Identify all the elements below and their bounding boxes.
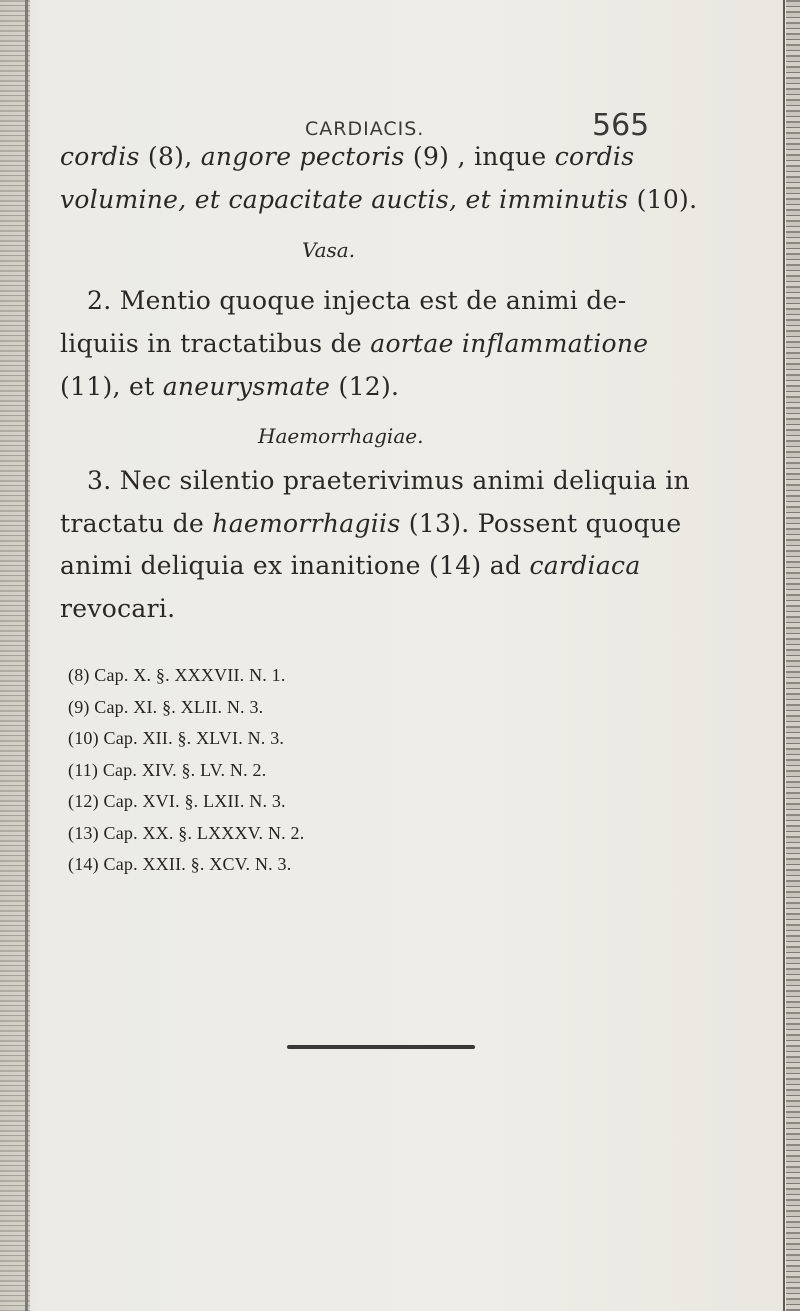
text-line-9: revocari. bbox=[60, 594, 176, 623]
footnote: (8) Cap. X. §. XXXVII. N. 1. bbox=[68, 665, 286, 685]
footnote: (10) Cap. XII. §. XLVI. N. 3. bbox=[68, 728, 285, 748]
text-line-2: volumine, et capacitate auctis, et imminutis (10). bbox=[60, 185, 698, 214]
right-binding-edge bbox=[786, 0, 800, 1311]
text-line-5: (11), et aneurysmate (12). bbox=[60, 372, 400, 401]
section-heading-haemorrhagiae: Haemorrhagiae. bbox=[258, 424, 424, 448]
left-binding-edge bbox=[0, 0, 30, 1311]
footnote: (11) Cap. XIV. §. LV. N. 2. bbox=[68, 760, 267, 780]
text-line-8: animi deliquia ex inanitione (14) ad cardiaca bbox=[60, 551, 641, 580]
section-heading-vasa: Vasa. bbox=[302, 238, 356, 262]
text-line-6: 3. Nec silentio praeterivimus animi deliquia in bbox=[87, 466, 690, 495]
text-line-3: 2. Mentio quoque injecta est de animi de- bbox=[87, 286, 627, 315]
footnote: (12) Cap. XVI. §. LXII. N. 3. bbox=[68, 791, 286, 811]
footnote: (14) Cap. XXII. §. XCV. N. 3. bbox=[68, 854, 292, 874]
footnote: (9) Cap. XI. §. XLII. N. 3. bbox=[68, 697, 264, 717]
footnote: (13) Cap. XX. §. LXXXV. N. 2. bbox=[68, 823, 305, 843]
running-title: CARDIACIS. bbox=[305, 118, 425, 140]
ornamental-rule bbox=[287, 1045, 475, 1049]
text-line-4: liquiis in tractatibus de aortae inflammatione bbox=[60, 329, 649, 358]
text-line-1: cordis (8), angore pectoris (9) , inque cordis bbox=[60, 142, 635, 171]
page-number: 565 bbox=[592, 108, 650, 143]
text-line-7: tractatu de haemorrhagiis (13). Possent quoque bbox=[60, 509, 682, 538]
